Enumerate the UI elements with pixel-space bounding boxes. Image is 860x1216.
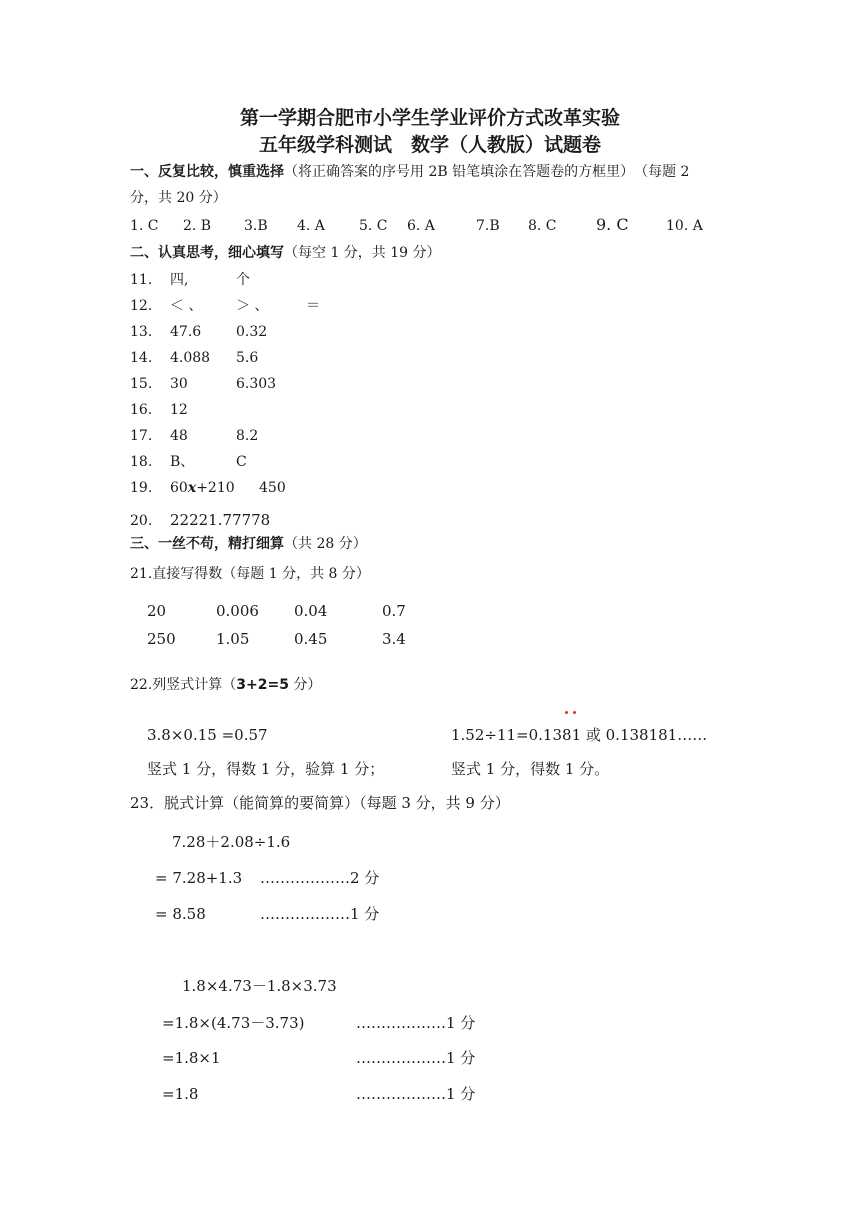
answer-a: 60x+210 xyxy=(170,480,235,496)
q23-step-score: ………………1 分 xyxy=(356,1049,476,1067)
answer-8: 8. C xyxy=(528,218,557,234)
title-line-2: 五年级学科测试 数学（人教版）试题卷 xyxy=(258,134,601,156)
section-2-note: （每空 1 分，共 19 分） xyxy=(284,245,441,261)
answer-2: 2. B xyxy=(183,218,212,234)
section-2-heading xyxy=(130,244,441,262)
q-number: 12. xyxy=(130,298,153,314)
answer-9: 9. C xyxy=(596,215,629,234)
answer-b: 450 xyxy=(259,480,286,496)
q-number: 15. xyxy=(130,376,153,392)
q21-value: 3.4 xyxy=(382,630,406,648)
answer-c: ＝ xyxy=(306,298,320,314)
q-number: 14. xyxy=(130,350,153,366)
q21-value: 250 xyxy=(147,630,176,648)
answer-4: 4. A xyxy=(297,218,325,234)
q21-label: 21.直接写得数（每题 1 分，共 8 分） xyxy=(130,566,370,582)
answer-b: 5.6 xyxy=(236,350,259,366)
section-1-note-cont: 分，共 20 分） xyxy=(130,190,227,206)
title-line-1: 第一学期合肥市小学生学业评价方式改革实验 xyxy=(239,107,620,129)
q23-label: 23．脱式计算（能简算的要简算）（每题 3 分，共 9 分） xyxy=(130,794,510,812)
answer-b: ＞ 、 xyxy=(236,298,269,314)
q23-step: =1.8×(4.73－3.73) xyxy=(162,1014,305,1032)
answer-a: 30 xyxy=(170,376,188,392)
section-3-heading xyxy=(130,535,367,553)
q-number: 19. xyxy=(130,480,153,496)
section-2-title: 二、认真思考，细心填写 xyxy=(130,245,284,261)
repeat-dot-mark xyxy=(573,711,576,714)
answer-a: B、 xyxy=(170,454,195,470)
q21-value: 0.006 xyxy=(216,602,259,620)
repeat-dot-mark xyxy=(565,711,568,714)
q21-value: 20 xyxy=(147,602,167,620)
q22-right-expression: 1.52÷11=0.1381 或 0.138181…… xyxy=(451,726,708,744)
answer-a: 22221.77778 xyxy=(170,511,271,529)
q21-value: 0.04 xyxy=(294,602,328,620)
q23-step-score: ………………1 分 xyxy=(356,1085,476,1103)
answer-3: 3.B xyxy=(244,218,268,234)
q22-right-scoring: 竖式 1 分，得数 1 分。 xyxy=(451,760,610,778)
q23-step-score: ………………1 分 xyxy=(356,1014,476,1032)
answer-a: 47.6 xyxy=(170,324,202,340)
q-number: 20. xyxy=(130,513,153,529)
answer-a: 12 xyxy=(170,402,188,418)
section-1-title: 一、反复比较，慎重选择 xyxy=(130,164,284,180)
q23-step: = 8.58 xyxy=(155,905,206,923)
q23-expression: 1.8×4.73－1.8×3.73 xyxy=(182,977,337,995)
answer-6: 6. A xyxy=(407,218,435,234)
q21-value: 0.7 xyxy=(382,602,406,620)
q22-left-scoring: 竖式 1 分，得数 1 分，验算 1 分； xyxy=(147,760,385,778)
section-3-note: （共 28 分） xyxy=(284,536,367,552)
q22-left-expression: 3.8×0.15 =0.57 xyxy=(147,726,268,744)
q23-step-score: ………………2 分 xyxy=(260,869,380,887)
section-1-note: （将正确答案的序号用 2B 铅笔填涂在答题卷的方框里） （每题 2 xyxy=(284,164,690,180)
answer-b: 0.32 xyxy=(236,324,268,340)
answer-b: 8.2 xyxy=(236,428,259,444)
q22-label: 22.列竖式计算（3+2=5 分） xyxy=(130,677,322,693)
q21-value: 0.45 xyxy=(294,630,328,648)
q-number: 13. xyxy=(130,324,153,340)
q21-value: 1.05 xyxy=(216,630,250,648)
answer-10: 10. A xyxy=(666,218,703,234)
answer-1: 1. C xyxy=(130,218,159,234)
q-number: 17. xyxy=(130,428,153,444)
q23-step: =1.8 xyxy=(162,1085,199,1103)
answer-7: 7.B xyxy=(476,218,500,234)
q-number: 16. xyxy=(130,402,153,418)
q23-expression: 7.28＋2.08÷1.6 xyxy=(172,833,291,851)
answer-b: C xyxy=(236,454,247,470)
section-1-heading xyxy=(130,163,689,181)
q-number: 11. xyxy=(130,272,153,288)
q23-step: = 7.28+1.3 xyxy=(155,869,243,887)
q23-step: =1.8×1 xyxy=(162,1049,221,1067)
answer-5: 5. C xyxy=(359,218,388,234)
answer-a: 48 xyxy=(170,428,188,444)
answer-b: 6.303 xyxy=(236,376,277,392)
section-3-title: 三、一丝不苟，精打细算 xyxy=(130,536,284,552)
q23-step-score: ………………1 分 xyxy=(260,905,380,923)
answer-a: 四, xyxy=(170,272,189,288)
answer-a: ＜ 、 xyxy=(170,298,203,314)
answer-a: 4.088 xyxy=(170,350,211,366)
answer-b: 个 xyxy=(236,272,250,288)
q-number: 18. xyxy=(130,454,153,470)
